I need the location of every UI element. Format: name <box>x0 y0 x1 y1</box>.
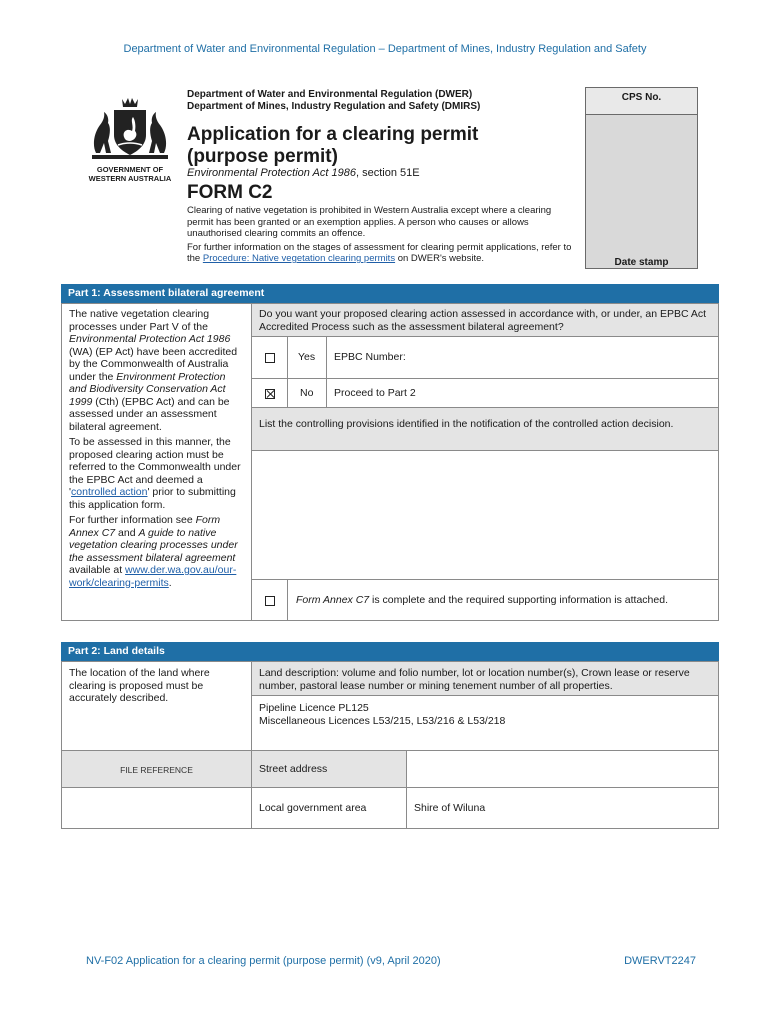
lga-value[interactable]: Shire of Wiluna <box>406 787 719 829</box>
crest-caption <box>78 165 182 183</box>
p1-text-c5: available at <box>69 564 126 576</box>
p1-text-b1: To be assessed in this manner, the proposed clearing action must be referred to the Commonwealth under the EPBC Act and deemed a ' <box>69 436 241 498</box>
p1-text-a1: The native vegetation clearing processes under Part V of the <box>69 308 210 333</box>
department-names <box>187 89 480 113</box>
act-reference <box>187 167 420 179</box>
annex-c7-italic: Form Annex C7 <box>296 594 370 606</box>
controlled-action-link[interactable]: controlled action <box>71 486 148 498</box>
title-line2: (purpose permit) <box>187 146 338 167</box>
yes-checkbox[interactable] <box>265 353 275 363</box>
part1-info-cell <box>61 303 252 621</box>
street-address-label: Street address <box>251 750 407 788</box>
land-location-info: The location of the land where clearing is proposed must be accurately described. <box>61 661 252 751</box>
file-reference-input[interactable] <box>61 787 252 829</box>
procedure-link[interactable]: Procedure: Native vegetation clearing permits <box>202 253 396 264</box>
dept-line2: Department of Mines, Industry Regulation and Safety (DMIRS) <box>187 101 481 112</box>
p1-text-a5: (Cth) (EPBC Act) and can be assessed under an assessment bilateral agreement. <box>69 395 230 433</box>
footer-form-reference: NV-F02 Application for a clearing permit (purpose permit) (v9, April 2020) <box>86 955 441 967</box>
p1-text-c2: Form Annex C7 <box>69 514 221 539</box>
cps-number-box <box>585 87 698 269</box>
yes-checkbox-cell <box>251 336 288 379</box>
footer-document-code: DWERVT2247 <box>624 955 696 967</box>
p1-text-b2: ' prior to submitting this application form. <box>69 486 236 511</box>
file-reference-label: FILE REFERENCE <box>61 750 252 788</box>
land-description-label: Land description: volume and folio number, lot or location number(s), Crown lease or reserve number, pastoral lease number or mining tenement number of all properties. <box>251 661 719 696</box>
p1-text-c4: A guide to native vegetation clearing processes under the assessment bilateral agreement <box>69 526 238 564</box>
intro-p2-post: on DWER's website. <box>395 253 485 264</box>
wa-government-crest-logo <box>78 95 182 170</box>
intro-p2-pre: For further information on the stages of assessment for clearing permit applications, refer to the <box>187 241 572 264</box>
land-line-1: Pipeline Licence PL125 <box>259 702 369 714</box>
no-label: No <box>287 378 327 408</box>
annex-c7-text: is complete and the required supporting information is attached. <box>369 594 668 606</box>
annex-checkbox-cell <box>251 579 288 621</box>
yes-label: Yes <box>287 336 327 379</box>
dept-line1: Department of Water and Environmental Regulation (DWER) <box>187 89 473 100</box>
form-code: FORM C2 <box>187 182 273 203</box>
land-line-2: Miscellaneous Licences L53/215, L53/216 & L53/218 <box>259 714 506 727</box>
no-checkbox[interactable] <box>265 389 275 399</box>
part1-info-paragraph-3 <box>69 514 244 589</box>
intro-paragraph-2 <box>187 242 577 265</box>
clearing-permits-link[interactable]: www.der.wa.gov.au/our-work/clearing-permits <box>69 564 237 589</box>
street-address-input[interactable] <box>406 750 719 788</box>
p1-text-c1: For further information see <box>69 514 196 526</box>
header-department-line: Department of Water and Environmental Regulation – Department of Mines, Industry Regulation and Safety <box>123 43 647 55</box>
intro-text <box>187 205 577 267</box>
p1-text-a4: Environment Protection and Biodiversity Conservation Act 1999 <box>69 370 226 408</box>
p1-text-c6: . <box>168 576 172 589</box>
p1-text-c3: and <box>115 526 139 539</box>
crest-caption-line1: GOVERNMENT OF <box>96 165 164 174</box>
proceed-to-part2-label: Proceed to Part 2 <box>326 378 719 408</box>
title-line1: Application for a clearing permit <box>187 124 479 145</box>
part1-heading: Part 1: Assessment bilateral agreement <box>61 284 719 303</box>
no-checkbox-cell <box>251 378 288 408</box>
form-title <box>187 124 478 168</box>
annex-c7-statement <box>287 579 719 621</box>
crest-icon <box>78 95 182 165</box>
act-name: Environmental Protection Act 1986 <box>187 167 356 179</box>
annex-c7-checkbox[interactable] <box>265 596 275 606</box>
part1-info-paragraph-2 <box>69 436 244 511</box>
date-stamp-label: Date stamp <box>614 257 669 268</box>
epbc-question: Do you want your proposed clearing action assessed in accordance with, or under, an EPBC Act Accredited Process such as the assessment bilateral agreement? <box>251 303 719 337</box>
land-description-value[interactable] <box>251 695 719 751</box>
crest-caption-line2: WESTERN AUSTRALIA <box>88 174 172 183</box>
intro-paragraph-1: Clearing of native vegetation is prohibited in Western Australia except where a clearing permit has been granted or an exemption applies. A person who causes or allows unauthorised clearing commits an offence. <box>187 205 552 239</box>
part2-heading: Part 2: Land details <box>61 642 719 661</box>
part1-info-paragraph-1 <box>69 308 244 433</box>
cps-label: CPS No. <box>586 88 697 115</box>
lga-label: Local government area <box>251 787 407 829</box>
p1-text-a3: (WA) (EP Act) have been accredited by the Commonwealth of Australia under the <box>69 345 238 383</box>
controlling-provisions-prompt: List the controlling provisions identified in the notification of the controlled action decision. <box>251 407 719 451</box>
act-section: , section 51E <box>355 167 420 179</box>
controlling-provisions-input[interactable] <box>251 450 719 580</box>
p1-text-a2: Environmental Protection Act 1986 <box>69 333 231 345</box>
epbc-number-field[interactable]: EPBC Number: <box>326 336 719 379</box>
